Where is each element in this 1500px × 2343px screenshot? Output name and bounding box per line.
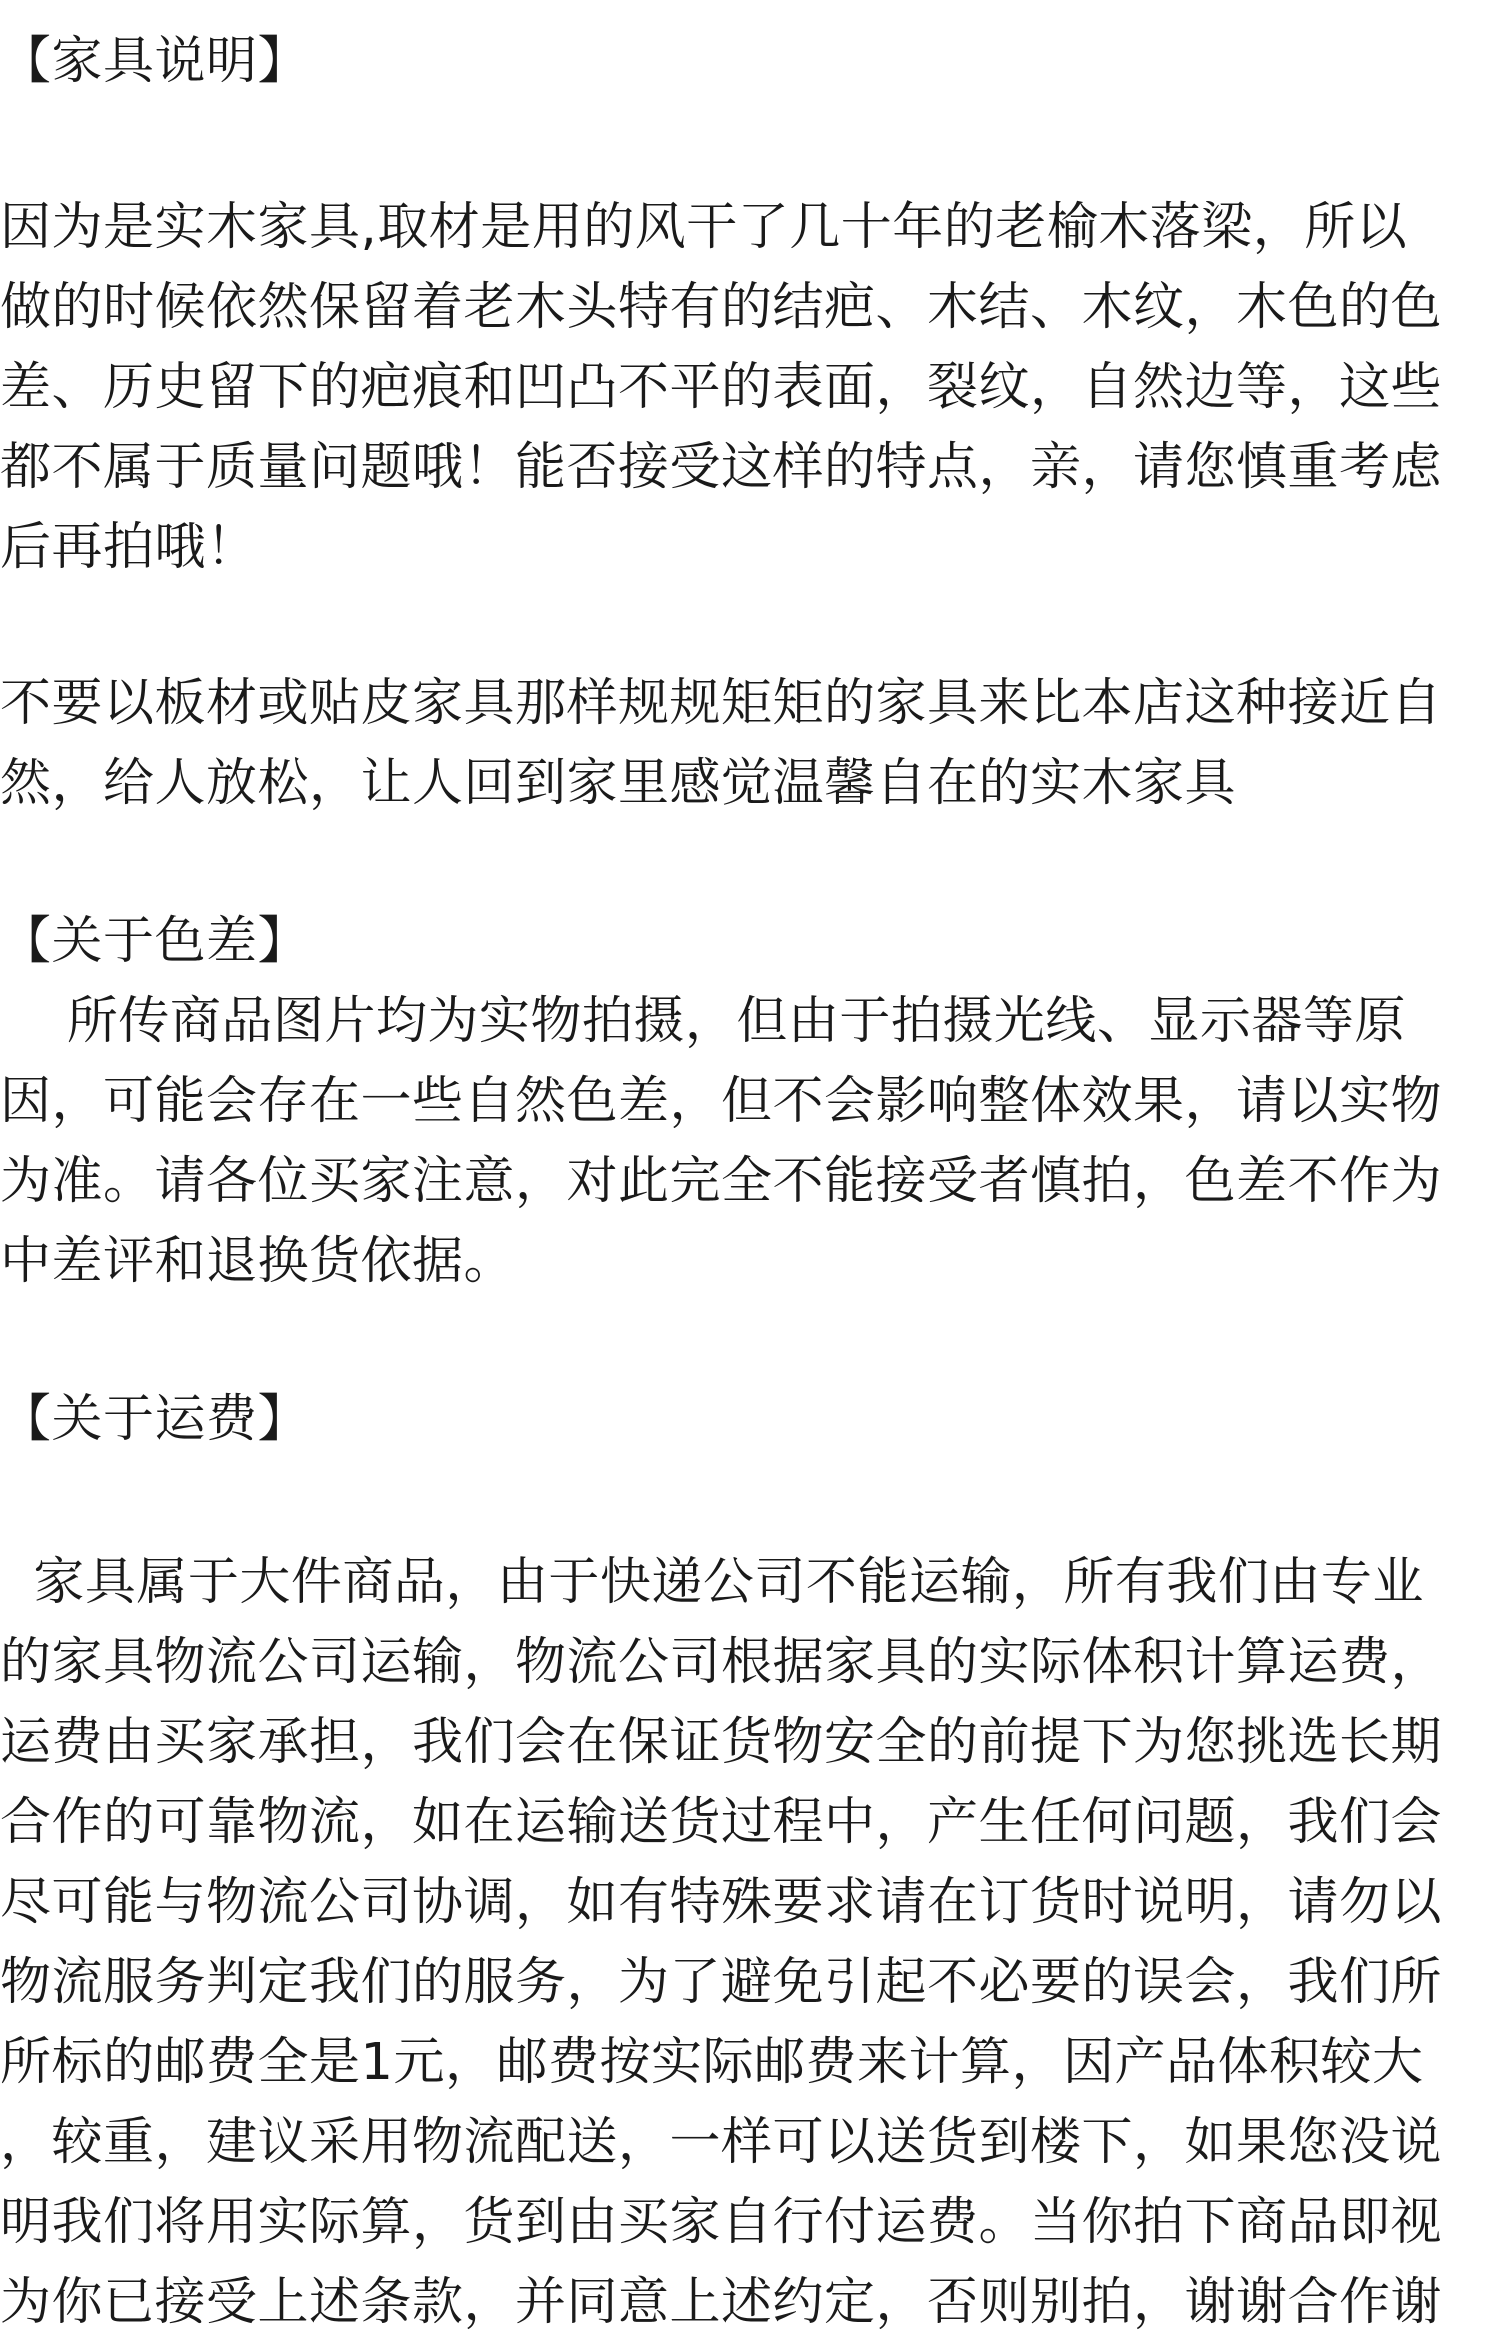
paragraph-line: 不要以板材或贴皮家具那样规规矩矩的家具来比本店这种接近自 — [0, 674, 1443, 733]
section-heading-color: 【关于色差】 — [0, 912, 310, 971]
paragraph-line: 中差评和退换货依据。 — [0, 1232, 516, 1291]
paragraph-line: 因，可能会存在一些自然色差，但不会影响整体效果，请以实物 — [0, 1072, 1443, 1131]
paragraph-line: ，较重，建议采用物流配送，一样可以送货到楼下，如果您没说 — [0, 2113, 1443, 2172]
paragraph-line: 所标的邮费全是1元，邮费按实际邮费来计算，因产品体积较大 — [0, 2033, 1424, 2092]
paragraph-line: 因为是实木家具,取材是用的风干了几十年的老榆木落梁，所以 — [0, 198, 1408, 257]
paragraph-line: 都不属于质量问题哦！能否接受这样的特点，亲，请您慎重考虑 — [0, 438, 1443, 497]
section-heading-furniture: 【家具说明】 — [0, 32, 310, 91]
paragraph-line: 然，给人放松，让人回到家里感觉温馨自在的实木家具 — [0, 754, 1237, 813]
paragraph-line: 合作的可靠物流，如在运输送货过程中，产生任何问题，我们会 — [0, 1793, 1443, 1852]
paragraph-line: 为你已接受上述条款，并同意上述约定，否则别拍，谢谢合作谢 — [0, 2273, 1443, 2332]
paragraph-line: 做的时候依然保留着老木头特有的结疤、木结、木纹，木色的色 — [0, 278, 1443, 337]
paragraph-line: 所传商品图片均为实物拍摄，但由于拍摄光线、显示器等原 — [0, 992, 1406, 1051]
paragraph-line: 尽可能与物流公司协调，如有特殊要求请在订货时说明，请勿以 — [0, 1873, 1443, 1932]
paragraph-line: 家具属于大件商品，由于快递公司不能运输，所有我们由专业 — [0, 1553, 1424, 1612]
paragraph-line: 差、历史留下的疤痕和凹凸不平的表面，裂纹，自然边等，这些 — [0, 358, 1443, 417]
paragraph-line: 的家具物流公司运输，物流公司根据家具的实际体积计算运费， — [0, 1633, 1443, 1692]
paragraph-line: 运费由买家承担，我们会在保证货物安全的前提下为您挑选长期 — [0, 1713, 1443, 1772]
paragraph-line: 为准。请各位买家注意，对此完全不能接受者慎拍，色差不作为 — [0, 1152, 1443, 1211]
section-heading-shipping: 【关于运费】 — [0, 1390, 310, 1449]
paragraph-line: 后再拍哦！ — [0, 518, 258, 577]
paragraph-line: 明我们将用实际算，货到由买家自行付运费。当你拍下商品即视 — [0, 2193, 1443, 2252]
paragraph-line: 物流服务判定我们的服务，为了避免引起不必要的误会，我们所 — [0, 1953, 1443, 2012]
